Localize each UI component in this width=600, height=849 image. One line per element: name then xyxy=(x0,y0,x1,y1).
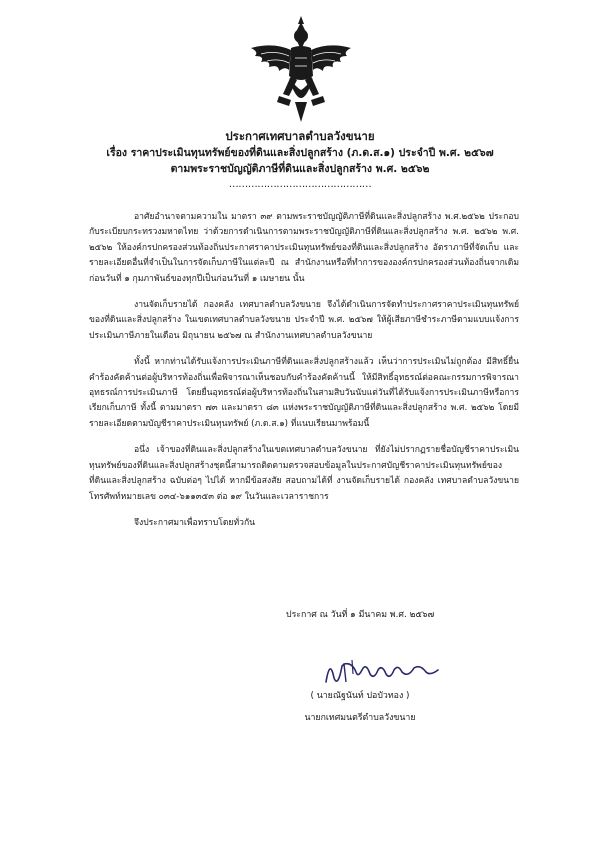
signer-name: ( นายณัฐนันท์ ปอบัวทอง ) xyxy=(310,691,410,701)
signer-block xyxy=(265,685,455,729)
paragraph-1: อาศัยอำนาจตามความใน มาตรา ๓๙ ตามพระราชบัญญัติภาษีที่ดินและสิ่งปลูกสร้าง พ.ศ.๒๕๖๒ ประกอบกับระเบียบกระทรวงมหาดไทย ว่าด้วยการดำเนินการตามพระราชบัญญัติภาษีที่ดินและสิ่งปลูกสร้าง พ.ศ. ๒๕๖๒ พ.ศ. ๒๕๖๒ ให้องค์กรปกครองส่วนท้องถิ่นประกาศราคาประเมินทุนทรัพย์ของที่ดินและสิ่งปลูกสร้าง อัตราภาษีที่จัดเก็บ และรายละเอียดอื่นที่จำเป็นในการจัดเก็บภาษีในแต่ละปี ณ สำนักงานหรือที่ทำการขององค์กรปกครองส่วนท้องถิ่นจากเดิมก่อนวันที่ ๑ กุมภาพันธ์ของทุกปีเป็นก่อนวันที่ ๑ เมษายน นั้น xyxy=(89,212,519,284)
closing-line: จึงประกาศมาเพื่อทราบโดยทั่วกัน xyxy=(134,517,256,528)
announcement-date: ประกาศ ณ วันที่ ๑ มีนาคม พ.ศ. ๒๕๖๗ xyxy=(286,610,435,620)
title-block xyxy=(0,128,600,191)
paragraph-3: ทั้งนี้ หากท่านได้รับแจ้งการประเมินภาษีที่ดินและสิ่งปลูกสร้างแล้ว เห็นว่าการประเมินไม่ถูกต้อง มีสิทธิ์ยื่นคำร้องคัดค้านต่อผู้บริหารท้องถิ่นเพื่อพิจารณาเห็นชอบกับคำร้องคัดค้านนี้ ให้มีสิทธิ์อุทธรณ์ต่อคณะกรรมการพิจารณาอุทธรณ์การประเมินภาษี โดยยื่นอุทธรณ์ต่อผู้บริหารท้องถิ่นในสามสิบวันนับแต่วันที่ได้รับแจ้งการประเมินภาษีหรือการเรียกเก็บภาษี ทั้งนี้ ตามมาตรา ๗๓ และมาตรา ๘๓ แห่งพระราชบัญญัติภาษีที่ดินและสิ่งปลูกสร้าง พ.ศ. ๒๕๖๒ โดยมีรายละเอียดตามบัญชีราคาประเมินทุนทรัพย์ (ภ.ด.ส.๑) ที่แนบเรียนมาพร้อมนี้ xyxy=(89,357,519,429)
signer-title: นายกเทศมนตรีตำบลวังขนาย xyxy=(304,713,416,723)
subject-line-1: เรื่อง ราคาประเมินทุนทรัพย์ของที่ดินและสิ่งปลูกสร้าง (ภ.ด.ส.๑) ประจำปี พ.ศ. ๒๕๖๗ xyxy=(106,147,494,159)
paragraph-2: งานจัดเก็บรายได้ กองคลัง เทศบาลตำบลวังขนาย จึงได้ดำเนินการจัดทำประกาศราคาประเมินทุนทรัพย์ของที่ดินและสิ่งปลูกสร้าง ในเขตเทศบาลตำบลวังขนาย ประจำปี พ.ศ. ๒๕๖๗ ให้ผู้เสียภาษีชำระภาษีตามแบบแจ้งการประเมินภาษีภายในเดือน มิถุนายน ๒๕๖๗ ณ สำนักงานเทศบาลตำบลวังขนาย xyxy=(89,300,519,341)
announcement-body xyxy=(89,210,519,545)
garuda-emblem-icon xyxy=(245,14,357,124)
paragraph-4: อนึ่ง เจ้าของที่ดินและสิ่งปลูกสร้างในเขตเทศบาลตำบลวังขนาย ที่ยังไม่ปรากฏรายชื่อบัญชีราคาประเมินทุนทรัพย์ของที่ดินและสิ่งปลูกสร้างชุดนี้สามารถติดตามตรวจสอบข้อมูลในประกาศบัญชีราคาประเมินทุนทรัพย์ของที่ดินและสิ่งปลูกสร้าง ฉบับต่อๆ ไปได้ หากมีข้อสงสัย สอบถามได้ที่ งานจัดเก็บรายได้ กองคลัง เทศบาลตำบลวังขนาย โทรศัพท์หมายเลข ๐๓๔-๖๑๑๓๕๓ ต่อ ๑๙ ในวันและเวลาราชการ xyxy=(89,445,519,502)
separator-line: ……………………………………… xyxy=(228,179,372,190)
subject-line-2: ตามพระราชบัญญัติภาษีที่ดินและสิ่งปลูกสร้าง พ.ศ. ๒๕๖๒ xyxy=(170,163,430,175)
announcement-title: ประกาศเทศบาลตำบลวังขนาย xyxy=(225,129,375,143)
